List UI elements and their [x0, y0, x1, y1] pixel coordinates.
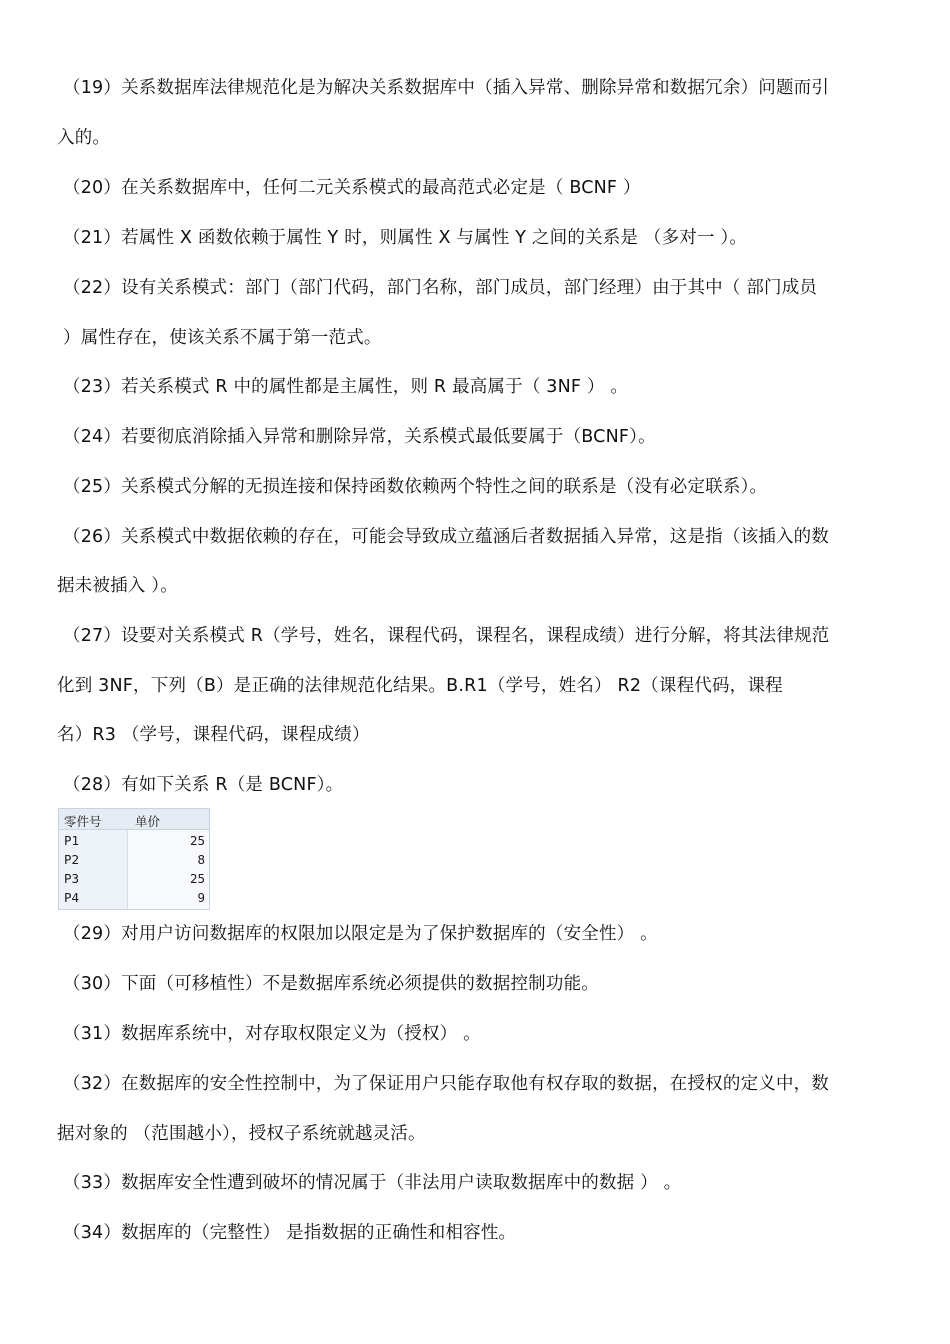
- table-row: [59, 869, 209, 888]
- question-27: （27）设要对关系模式 R（学号，姓名，课程代码，课程名，课程成绩）进行分解，将其法律规范: [63, 626, 830, 646]
- table-header: [59, 809, 209, 830]
- question-33: （33）数据库安全性遭到破坏的情况属于（非法用户读取数据库中的数据 ） 。: [63, 1173, 682, 1193]
- question-26: （26）关系模式中数据依赖的存在，可能会导致成立蕴涵后者数据插入异常，这是指（该插入的数: [63, 527, 830, 547]
- table-row: [59, 850, 209, 869]
- question-27-cont-1: 化到 3NF，下列（B）是正确的法律规范化结果。B.R1（学号，姓名） R2（课程代码，课程: [57, 676, 783, 696]
- question-32: （32）在数据库的安全性控制中，为了保证用户只能存取他有权存取的数据，在授权的定义中，数: [63, 1074, 830, 1094]
- cell-unit-price: 25: [189, 871, 205, 886]
- cell-part-no: P4: [64, 890, 80, 905]
- question-24: （24）若要彻底消除插入异常和删除异常，关系模式最低要属于（BCNF）。: [63, 427, 656, 447]
- relation-r-table: [58, 808, 210, 910]
- question-27-cont-2: 名）R3 （学号，课程代码，课程成绩）: [57, 725, 370, 745]
- question-21: （21）若属性 X 函数依赖于属性 Y 时，则属性 X 与属性 Y 之间的关系是 （多对一 ）。: [63, 228, 748, 248]
- header-unit-price: 单价: [135, 814, 161, 829]
- question-30: （30）下面（可移植性）不是数据库系统必须提供的数据控制功能。: [63, 974, 599, 994]
- question-31: （31）数据库系统中，对存取权限定义为（授权） 。: [63, 1024, 481, 1044]
- question-28: （28）有如下关系 R（是 BCNF）。: [63, 775, 344, 795]
- question-26-cont: 据未被插入 ）。: [57, 576, 178, 596]
- cell-part-no: P2: [64, 852, 80, 867]
- question-22-cont: ）属性存在，使该关系不属于第一范式。: [63, 328, 382, 348]
- table-row: [59, 888, 209, 907]
- question-22: （22）设有关系模式：部门（部门代码，部门名称，部门成员，部门经理）由于其中（ 部门成员: [63, 278, 818, 298]
- cell-unit-price: 9: [197, 890, 205, 905]
- cell-unit-price: 25: [189, 833, 205, 848]
- question-29: （29）对用户访问数据库的权限加以限定是为了保护数据库的（安全性） 。: [63, 924, 658, 944]
- cell-unit-price: 8: [197, 852, 205, 867]
- question-20: （20）在关系数据库中，任何二元关系模式的最高范式必定是（ BCNF ）: [63, 178, 641, 198]
- question-34: （34）数据库的（完整性） 是指数据的正确性和相容性。: [63, 1223, 517, 1243]
- question-25: （25）关系模式分解的无损连接和保持函数依赖两个特性之间的联系是（没有必定联系）。: [63, 477, 768, 497]
- question-32-cont: 据对象的 （范围越小），授权子系统就越灵活。: [57, 1124, 426, 1144]
- cell-part-no: P3: [64, 871, 80, 886]
- question-23: （23）若关系模式 R 中的属性都是主属性，则 R 最高属于（ 3NF ） 。: [63, 377, 629, 397]
- question-19-cont: 入的。: [57, 128, 111, 148]
- header-part-no: 零件号: [64, 814, 102, 829]
- table-row: [59, 831, 209, 850]
- cell-part-no: P1: [64, 833, 80, 848]
- question-19: （19）关系数据库法律规范化是为解决关系数据库中（插入异常、删除异常和数据冗余）问题而引: [63, 78, 830, 98]
